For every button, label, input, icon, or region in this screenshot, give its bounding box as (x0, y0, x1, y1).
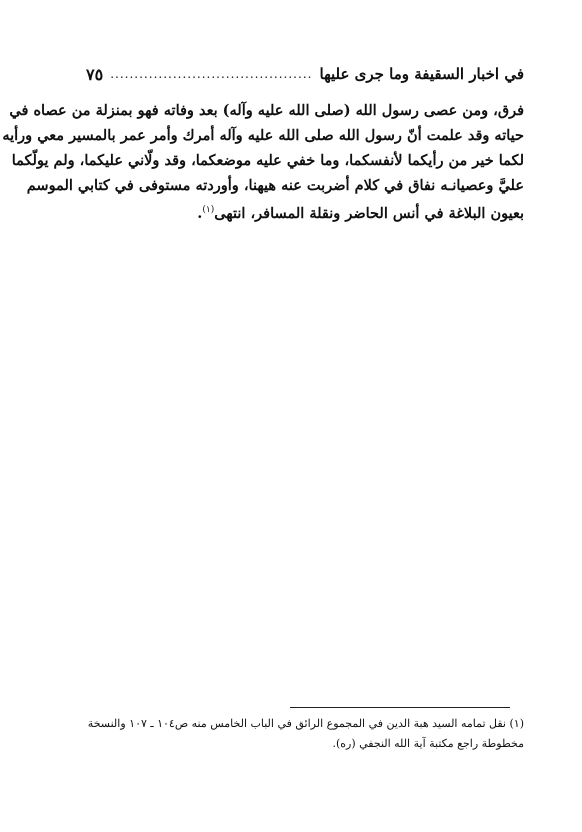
page-number: ٧٥ (86, 64, 104, 84)
body-line-last (80, 198, 524, 223)
body-line: حياته وقد علمت أنّ رسول الله صلى الله عليه وآله أمرك وأمر عمر بالمسير معي ورأيه (2, 127, 524, 144)
footnote-line: (١) نقل تمامه السيد هبة الدين في المجموع الرائق في الباب الخامس منه ص١٠٤ ـ ١٠٧ والنسخة (87, 717, 524, 730)
body-line-text: بعيون البلاغة في أنس الحاضر ونقلة المسافر، انتهى (214, 204, 524, 222)
footnotes (87, 714, 524, 754)
body-line: فرق، ومن عصى رسول الله (صلى الله عليه وآله) بعد وفاته فهو بمنزلة من عصاه في (9, 102, 524, 119)
header-title: في اخبار السقيفة وما جرى عليها (319, 65, 524, 83)
body-text (2, 98, 524, 223)
body-line: عليَّ وعصيانـه نفاق في كلام أضربت عنه هيهنا، وأوردته مستوفى في كتابي الموسم (26, 177, 524, 194)
header-leader-dots: .......................................... (110, 67, 313, 81)
footnote-line: مخطوطة راجع مكتبة آية الله النجفي (ره). (332, 737, 524, 750)
body-line: لكما خير من رأيكما لأنفسكما، وما خفي عليه موضعكما، وقد ولّاني عليكما، ولم يولّكما (11, 152, 524, 169)
sentence-end: . (197, 204, 203, 222)
footnote-divider (290, 707, 510, 708)
running-header (86, 62, 524, 86)
footnote-reference[interactable]: (١) (202, 205, 215, 215)
